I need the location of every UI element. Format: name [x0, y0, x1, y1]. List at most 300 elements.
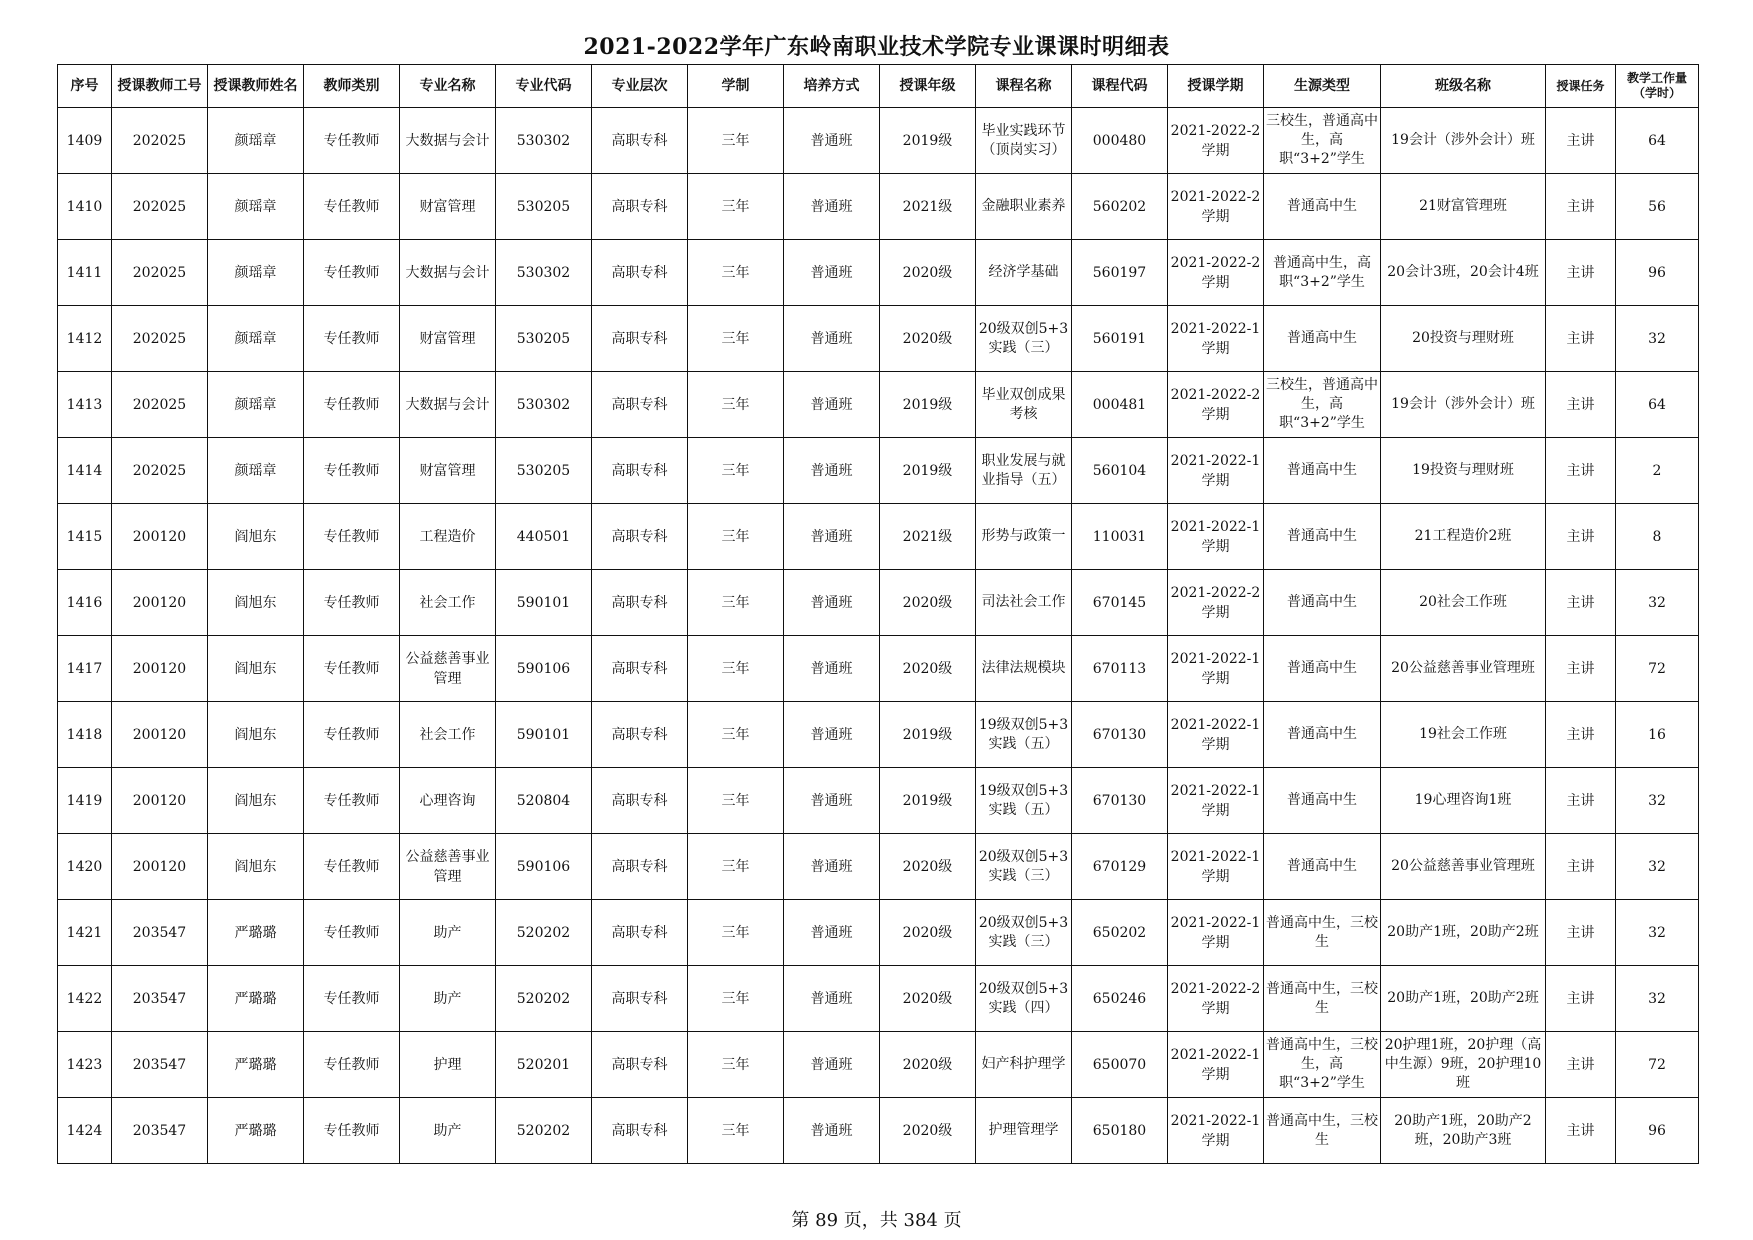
table-cell: 440501	[496, 504, 592, 570]
table-cell: 工程造价	[400, 504, 496, 570]
table-cell: 1423	[58, 1032, 112, 1098]
table-cell: 普通高中生，三校生	[1264, 966, 1381, 1032]
table-cell: 2020级	[880, 834, 976, 900]
table-cell: 530205	[496, 306, 592, 372]
table-cell: 三年	[688, 702, 784, 768]
table-cell: 主讲	[1546, 570, 1616, 636]
table-cell: 普通高中生，三校生	[1264, 900, 1381, 966]
table-cell: 1422	[58, 966, 112, 1032]
table-cell: 经济学基础	[976, 240, 1072, 306]
table-cell: 专任教师	[304, 1098, 400, 1164]
table-cell: 1411	[58, 240, 112, 306]
column-header: 授课教师工号	[112, 65, 208, 108]
table-cell: 20助产1班，20助产2班	[1381, 900, 1546, 966]
column-header: 授课教师姓名	[208, 65, 304, 108]
table-cell: 普通高中生	[1264, 636, 1381, 702]
table-cell: 202025	[112, 174, 208, 240]
table-cell: 32	[1616, 900, 1699, 966]
table-cell: 普通班	[784, 1032, 880, 1098]
table-row	[58, 834, 1699, 900]
table-cell: 20社会工作班	[1381, 570, 1546, 636]
table-cell: 2021-2022-1学期	[1168, 1032, 1264, 1098]
table-cell: 金融职业素养	[976, 174, 1072, 240]
table-row	[58, 240, 1699, 306]
table-row	[58, 1098, 1699, 1164]
table-cell: 2021-2022-1学期	[1168, 834, 1264, 900]
table-cell: 2021-2022-1学期	[1168, 438, 1264, 504]
table-cell: 2021-2022-2学期	[1168, 108, 1264, 174]
table-cell: 20级双创5+3实践（三）	[976, 900, 1072, 966]
table-cell: 主讲	[1546, 1032, 1616, 1098]
table-cell: 大数据与会计	[400, 108, 496, 174]
table-cell: 阎旭东	[208, 768, 304, 834]
table-cell: 1412	[58, 306, 112, 372]
table-cell: 2019级	[880, 108, 976, 174]
table-cell: 72	[1616, 1032, 1699, 1098]
table-cell: 2020级	[880, 900, 976, 966]
table-cell: 203547	[112, 1098, 208, 1164]
table-cell: 650070	[1072, 1032, 1168, 1098]
table-cell: 20会计3班，20会计4班	[1381, 240, 1546, 306]
table-row	[58, 174, 1699, 240]
table-header-row	[58, 65, 1699, 108]
table-cell: 主讲	[1546, 306, 1616, 372]
table-cell: 三年	[688, 372, 784, 438]
table-row	[58, 438, 1699, 504]
table-cell: 200120	[112, 570, 208, 636]
table-cell: 三年	[688, 834, 784, 900]
table-cell: 19会计（涉外会计）班	[1381, 372, 1546, 438]
table-cell: 2021-2022-1学期	[1168, 636, 1264, 702]
table-cell: 200120	[112, 702, 208, 768]
table-cell: 200120	[112, 834, 208, 900]
table-cell: 专任教师	[304, 900, 400, 966]
table-cell: 普通班	[784, 372, 880, 438]
table-cell: 2020级	[880, 240, 976, 306]
table-row	[58, 1032, 1699, 1098]
table-cell: 2021-2022-1学期	[1168, 504, 1264, 570]
table-cell: 法律法规模块	[976, 636, 1072, 702]
table-cell: 公益慈善事业管理	[400, 636, 496, 702]
table-cell: 严璐璐	[208, 966, 304, 1032]
table-cell: 2021-2022-1学期	[1168, 702, 1264, 768]
table-cell: 普通高中生，三校生	[1264, 1098, 1381, 1164]
table-cell: 主讲	[1546, 636, 1616, 702]
table-cell: 高职专科	[592, 570, 688, 636]
table-row	[58, 504, 1699, 570]
table-cell: 670113	[1072, 636, 1168, 702]
table-cell: 200120	[112, 768, 208, 834]
table-cell: 520201	[496, 1032, 592, 1098]
column-header: 序号	[58, 65, 112, 108]
table-cell: 三年	[688, 966, 784, 1032]
table-cell: 530302	[496, 108, 592, 174]
table-cell: 职业发展与就业指导（五）	[976, 438, 1072, 504]
table-cell: 670129	[1072, 834, 1168, 900]
table-cell: 1417	[58, 636, 112, 702]
column-header: 课程名称	[976, 65, 1072, 108]
table-cell: 阎旭东	[208, 702, 304, 768]
table-cell: 高职专科	[592, 768, 688, 834]
table-cell: 普通班	[784, 768, 880, 834]
table-cell: 专任教师	[304, 240, 400, 306]
table-cell: 三年	[688, 636, 784, 702]
table-cell: 三年	[688, 240, 784, 306]
table-cell: 高职专科	[592, 1032, 688, 1098]
table-cell: 560191	[1072, 306, 1168, 372]
table-cell: 1421	[58, 900, 112, 966]
table-cell: 高职专科	[592, 174, 688, 240]
table-cell: 32	[1616, 306, 1699, 372]
table-cell: 毕业双创成果考核	[976, 372, 1072, 438]
table-cell: 560197	[1072, 240, 1168, 306]
table-cell: 56	[1616, 174, 1699, 240]
table-cell: 96	[1616, 240, 1699, 306]
table-cell: 高职专科	[592, 900, 688, 966]
table-cell: 670130	[1072, 702, 1168, 768]
table-row	[58, 702, 1699, 768]
column-header: 授课学期	[1168, 65, 1264, 108]
table-cell: 专任教师	[304, 966, 400, 1032]
table-cell: 1418	[58, 702, 112, 768]
table-cell: 社会工作	[400, 702, 496, 768]
table-cell: 19投资与理财班	[1381, 438, 1546, 504]
table-cell: 2021-2022-2学期	[1168, 174, 1264, 240]
table-cell: 590101	[496, 702, 592, 768]
table-cell: 颜瑶章	[208, 240, 304, 306]
table-row	[58, 570, 1699, 636]
table-cell: 三年	[688, 768, 784, 834]
column-header: 授课任务	[1546, 65, 1616, 108]
table-cell: 普通高中生	[1264, 768, 1381, 834]
table-cell: 主讲	[1546, 966, 1616, 1032]
table-cell: 650180	[1072, 1098, 1168, 1164]
table-body	[58, 108, 1699, 1164]
table-cell: 普通班	[784, 108, 880, 174]
table-cell: 三年	[688, 174, 784, 240]
table-cell: 2020级	[880, 966, 976, 1032]
table-cell: 阎旭东	[208, 570, 304, 636]
table-cell: 2020级	[880, 1032, 976, 1098]
table-cell: 64	[1616, 108, 1699, 174]
table-cell: 高职专科	[592, 636, 688, 702]
table-cell: 三年	[688, 504, 784, 570]
table-cell: 阎旭东	[208, 504, 304, 570]
table-cell: 高职专科	[592, 702, 688, 768]
table-cell: 三年	[688, 1098, 784, 1164]
table-cell: 2021-2022-1学期	[1168, 306, 1264, 372]
column-header: 专业代码	[496, 65, 592, 108]
table-cell: 主讲	[1546, 900, 1616, 966]
table-cell: 普通高中生	[1264, 174, 1381, 240]
table-cell: 2019级	[880, 372, 976, 438]
table-cell: 普通高中生	[1264, 570, 1381, 636]
table-cell: 2021-2022-1学期	[1168, 768, 1264, 834]
table-cell: 高职专科	[592, 306, 688, 372]
table-cell: 520202	[496, 900, 592, 966]
table-cell: 32	[1616, 570, 1699, 636]
table-cell: 2020级	[880, 570, 976, 636]
table-cell: 主讲	[1546, 174, 1616, 240]
table-cell: 520202	[496, 966, 592, 1032]
table-cell: 1415	[58, 504, 112, 570]
table-cell: 1420	[58, 834, 112, 900]
table-cell: 670130	[1072, 768, 1168, 834]
table-cell: 21工程造价2班	[1381, 504, 1546, 570]
table-cell: 形势与政策一	[976, 504, 1072, 570]
table-cell: 650202	[1072, 900, 1168, 966]
table-cell: 20护理1班，20护理（高中生源）9班，20护理10班	[1381, 1032, 1546, 1098]
table-cell: 2	[1616, 438, 1699, 504]
table-cell: 19会计（涉外会计）班	[1381, 108, 1546, 174]
table-cell: 2021级	[880, 504, 976, 570]
table-cell: 专任教师	[304, 504, 400, 570]
table-cell: 650246	[1072, 966, 1168, 1032]
table-cell: 普通班	[784, 636, 880, 702]
table-row	[58, 108, 1699, 174]
table-cell: 社会工作	[400, 570, 496, 636]
table-cell: 专任教师	[304, 372, 400, 438]
table-cell: 三校生，普通高中生，高职“3+2”学生	[1264, 108, 1381, 174]
table-cell: 1424	[58, 1098, 112, 1164]
table-cell: 三年	[688, 306, 784, 372]
table-cell: 妇产科护理学	[976, 1032, 1072, 1098]
table-cell: 普通班	[784, 438, 880, 504]
column-header: 专业层次	[592, 65, 688, 108]
table-cell: 202025	[112, 438, 208, 504]
table-cell: 护理管理学	[976, 1098, 1072, 1164]
table-cell: 专任教师	[304, 438, 400, 504]
table-cell: 20助产1班，20助产2班	[1381, 966, 1546, 1032]
table-cell: 颜瑶章	[208, 174, 304, 240]
table-cell: 20级双创5+3实践（三）	[976, 834, 1072, 900]
table-cell: 560202	[1072, 174, 1168, 240]
table-cell: 2021-2022-2学期	[1168, 372, 1264, 438]
table-cell: 560104	[1072, 438, 1168, 504]
table-cell: 大数据与会计	[400, 240, 496, 306]
table-cell: 颜瑶章	[208, 372, 304, 438]
table-cell: 颜瑶章	[208, 438, 304, 504]
table-cell: 1410	[58, 174, 112, 240]
table-cell: 助产	[400, 1098, 496, 1164]
table-cell: 普通班	[784, 570, 880, 636]
table-cell: 普通班	[784, 306, 880, 372]
table-cell: 19心理咨询1班	[1381, 768, 1546, 834]
table-cell: 20公益慈善事业管理班	[1381, 636, 1546, 702]
table-cell: 20助产1班，20助产2班，20助产3班	[1381, 1098, 1546, 1164]
page-footer: 第 89 页，共 384 页	[791, 1210, 962, 1231]
table-cell: 专任教师	[304, 174, 400, 240]
table-cell: 主讲	[1546, 702, 1616, 768]
table-cell: 普通班	[784, 702, 880, 768]
table-cell: 主讲	[1546, 240, 1616, 306]
table-cell: 202025	[112, 306, 208, 372]
table-cell: 16	[1616, 702, 1699, 768]
table-cell: 530205	[496, 174, 592, 240]
table-cell: 三年	[688, 900, 784, 966]
table-cell: 200120	[112, 504, 208, 570]
table-cell: 护理	[400, 1032, 496, 1098]
table-cell: 530205	[496, 438, 592, 504]
table-cell: 2021-2022-1学期	[1168, 1098, 1264, 1164]
table-cell: 000481	[1072, 372, 1168, 438]
table-cell: 520202	[496, 1098, 592, 1164]
table-cell: 助产	[400, 900, 496, 966]
course-hours-table	[57, 64, 1699, 1164]
table-cell: 毕业实践环节（顶岗实习）	[976, 108, 1072, 174]
column-header: 课程代码	[1072, 65, 1168, 108]
table-cell: 高职专科	[592, 1098, 688, 1164]
table-cell: 20级双创5+3实践（四）	[976, 966, 1072, 1032]
table-cell: 心理咨询	[400, 768, 496, 834]
table-cell: 普通高中生	[1264, 702, 1381, 768]
table-cell: 2021级	[880, 174, 976, 240]
column-header: 专业名称	[400, 65, 496, 108]
column-header: 培养方式	[784, 65, 880, 108]
table-cell: 主讲	[1546, 1098, 1616, 1164]
table-cell: 590106	[496, 636, 592, 702]
table-cell: 助产	[400, 966, 496, 1032]
column-header: 授课年级	[880, 65, 976, 108]
table-cell: 2021-2022-2学期	[1168, 966, 1264, 1032]
table-cell: 530302	[496, 372, 592, 438]
table-cell: 专任教师	[304, 834, 400, 900]
table-cell: 普通班	[784, 240, 880, 306]
table-cell: 普通高中生，高职“3+2”学生	[1264, 240, 1381, 306]
table-cell: 专任教师	[304, 570, 400, 636]
table-cell: 2020级	[880, 636, 976, 702]
column-header: 学制	[688, 65, 784, 108]
table-row	[58, 636, 1699, 702]
table-cell: 专任教师	[304, 108, 400, 174]
table-cell: 96	[1616, 1098, 1699, 1164]
table-cell: 专任教师	[304, 1032, 400, 1098]
table-cell: 主讲	[1546, 438, 1616, 504]
table-cell: 590106	[496, 834, 592, 900]
table-cell: 普通高中生	[1264, 504, 1381, 570]
table-cell: 2021-2022-2学期	[1168, 570, 1264, 636]
table-cell: 2020级	[880, 306, 976, 372]
table-cell: 高职专科	[592, 240, 688, 306]
table-cell: 110031	[1072, 504, 1168, 570]
table-row	[58, 900, 1699, 966]
table-cell: 大数据与会计	[400, 372, 496, 438]
table-cell: 203547	[112, 1032, 208, 1098]
table-cell: 530302	[496, 240, 592, 306]
table-cell: 203547	[112, 966, 208, 1032]
table-cell: 专任教师	[304, 702, 400, 768]
table-cell: 普通高中生	[1264, 834, 1381, 900]
table-cell: 19社会工作班	[1381, 702, 1546, 768]
table-cell: 普通班	[784, 1098, 880, 1164]
table-cell: 19级双创5+3实践（五）	[976, 768, 1072, 834]
table-cell: 普通高中生	[1264, 438, 1381, 504]
table-cell: 32	[1616, 966, 1699, 1032]
table-cell: 主讲	[1546, 108, 1616, 174]
table-cell: 000480	[1072, 108, 1168, 174]
table-cell: 普通班	[784, 174, 880, 240]
table-row	[58, 966, 1699, 1032]
table-cell: 普通班	[784, 504, 880, 570]
table-cell: 高职专科	[592, 834, 688, 900]
table-cell: 普通班	[784, 966, 880, 1032]
table-cell: 1409	[58, 108, 112, 174]
table-cell: 普通班	[784, 900, 880, 966]
page-title: 2021-2022学年广东岭南职业技术学院专业课课时明细表	[583, 34, 1170, 60]
table-cell: 2019级	[880, 768, 976, 834]
column-header: 教学工作量（学时）	[1616, 65, 1699, 108]
table-cell: 专任教师	[304, 768, 400, 834]
table-cell: 高职专科	[592, 372, 688, 438]
table-cell: 1414	[58, 438, 112, 504]
table-cell: 8	[1616, 504, 1699, 570]
table-cell: 三年	[688, 108, 784, 174]
table-cell: 专任教师	[304, 636, 400, 702]
table-cell: 590101	[496, 570, 592, 636]
table-cell: 严璐璐	[208, 1032, 304, 1098]
table-cell: 1416	[58, 570, 112, 636]
table-cell: 高职专科	[592, 108, 688, 174]
table-cell: 32	[1616, 768, 1699, 834]
column-header: 教师类别	[304, 65, 400, 108]
table-cell: 670145	[1072, 570, 1168, 636]
table-cell: 202025	[112, 240, 208, 306]
table-cell: 1419	[58, 768, 112, 834]
table-cell: 高职专科	[592, 504, 688, 570]
table-cell: 主讲	[1546, 372, 1616, 438]
table-cell: 高职专科	[592, 966, 688, 1032]
table-cell: 严璐璐	[208, 900, 304, 966]
table-cell: 2021-2022-2学期	[1168, 240, 1264, 306]
table-cell: 三年	[688, 1032, 784, 1098]
table-cell: 19级双创5+3实践（五）	[976, 702, 1072, 768]
table-cell: 主讲	[1546, 768, 1616, 834]
table-cell: 20级双创5+3实践（三）	[976, 306, 1072, 372]
table-cell: 20公益慈善事业管理班	[1381, 834, 1546, 900]
table-cell: 三年	[688, 570, 784, 636]
table-cell: 颜瑶章	[208, 306, 304, 372]
table-cell: 64	[1616, 372, 1699, 438]
table-cell: 203547	[112, 900, 208, 966]
table-cell: 严璐璐	[208, 1098, 304, 1164]
table-cell: 三年	[688, 438, 784, 504]
table-cell: 520804	[496, 768, 592, 834]
table-cell: 高职专科	[592, 438, 688, 504]
table-cell: 阎旭东	[208, 636, 304, 702]
table-cell: 公益慈善事业管理	[400, 834, 496, 900]
column-header: 生源类型	[1264, 65, 1381, 108]
table-cell: 普通班	[784, 834, 880, 900]
table-cell: 2019级	[880, 702, 976, 768]
table-cell: 三校生，普通高中生，高职“3+2”学生	[1264, 372, 1381, 438]
table-cell: 202025	[112, 372, 208, 438]
table-cell: 20投资与理财班	[1381, 306, 1546, 372]
table-cell: 颜瑶章	[208, 108, 304, 174]
table-cell: 专任教师	[304, 306, 400, 372]
table-cell: 财富管理	[400, 306, 496, 372]
table-cell: 200120	[112, 636, 208, 702]
table-cell: 72	[1616, 636, 1699, 702]
table-cell: 财富管理	[400, 174, 496, 240]
table-cell: 主讲	[1546, 834, 1616, 900]
table-cell: 阎旭东	[208, 834, 304, 900]
column-header: 班级名称	[1381, 65, 1546, 108]
table-cell: 2021-2022-1学期	[1168, 900, 1264, 966]
table-row	[58, 306, 1699, 372]
table-cell: 财富管理	[400, 438, 496, 504]
table-cell: 主讲	[1546, 504, 1616, 570]
table-cell: 2019级	[880, 438, 976, 504]
